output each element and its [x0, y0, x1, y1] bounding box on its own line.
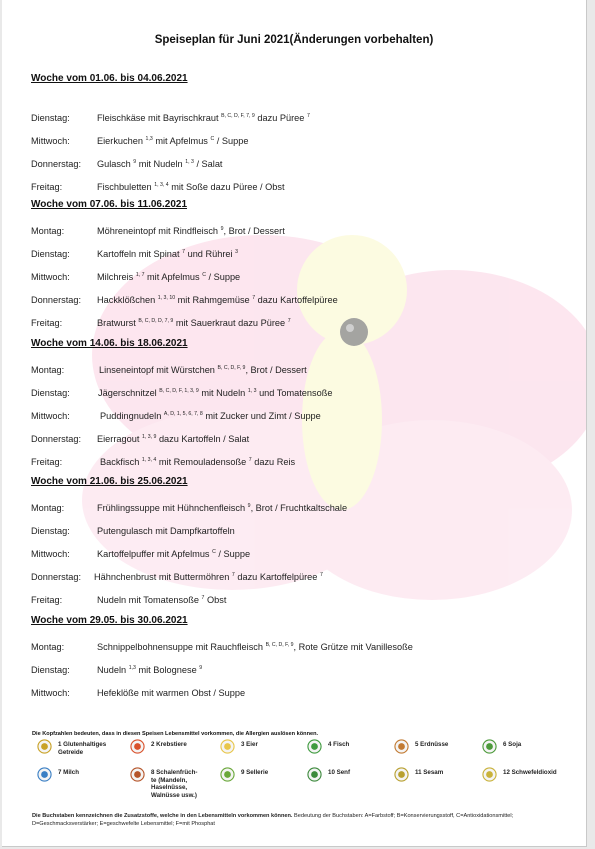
dish-rest: / Suppe	[208, 272, 241, 282]
dish-text	[98, 388, 332, 398]
dish-rest: dazu Kartoffelpüree	[257, 295, 338, 305]
dish-rest: mit Apfelmus	[155, 136, 208, 146]
celery-icon	[220, 767, 235, 782]
week-heading: Woche vom 29.05. bis 30.06.2021	[31, 615, 188, 626]
allergen-codes: 7	[201, 595, 205, 601]
dish-text	[100, 457, 295, 467]
day-label: Donnerstag:	[31, 572, 82, 582]
allergen-codes: 1, 3, 4	[154, 182, 169, 188]
allergen-codes: 1, 3, 10	[157, 295, 176, 301]
dish-rest: mit Bolognese	[138, 665, 197, 675]
dish-rest: mit Apfelmus	[147, 272, 200, 282]
legend-label: 6 Soja	[503, 741, 522, 748]
footer-bold: Die Buchstaben kennzeichnen die Zusatzstoffe, welche in den Lebensmitteln vorkommen können.	[32, 813, 293, 819]
day-label: Dienstag:	[31, 113, 70, 123]
legend-label: 7 Milch	[58, 769, 79, 776]
dish-text	[97, 249, 238, 259]
day-label: Donnerstag:	[31, 295, 82, 305]
dish-text	[97, 688, 245, 698]
allergen-codes: 7	[319, 572, 323, 578]
allergen-codes: 1, 3, 4	[141, 457, 157, 463]
allergen-codes: 1, 3	[247, 388, 257, 394]
dish-rest: und Rührei	[187, 249, 233, 259]
legend-label: 11 Sesam	[415, 769, 444, 776]
legend-label: 5 Erdnüsse	[415, 741, 449, 748]
allergen-codes: 7	[231, 572, 235, 578]
dish-rest: mit Sauerkraut dazu Püree	[175, 318, 286, 328]
day-label: Mittwoch:	[31, 136, 70, 146]
allergen-codes: C	[202, 272, 206, 278]
dish-rest: dazu Kartoffeln / Salat	[158, 434, 250, 444]
dish-name: Hackklößchen	[97, 295, 156, 305]
dish-name: Kartoffelpuffer mit Apfelmus	[97, 549, 210, 559]
legend-label: 8 Schalenfrüch- te (Mandeln, Haselnüsse, Walnüsse usw.)	[151, 769, 198, 799]
dish-rest: mit Nudeln	[201, 388, 246, 398]
legend-label: 3 Eier	[241, 741, 258, 748]
dish-rest: / Suppe	[218, 549, 251, 559]
butterfly-watermark-icon	[32, 170, 587, 640]
dish-text	[97, 136, 248, 146]
day-label: Freitag:	[31, 318, 63, 328]
mustard-icon	[307, 767, 322, 782]
allergen-codes: B, C, D, F, 1, 3, 9	[159, 388, 199, 394]
legend-label: 12 Schwefeldioxid	[503, 769, 557, 776]
dish-rest: dazu Reis	[254, 457, 296, 467]
allergen-codes: 9	[133, 159, 137, 165]
dish-rest: mit Nudeln	[138, 159, 183, 169]
dish-rest: mit Rahmgemüse	[177, 295, 250, 305]
dish-text	[97, 295, 338, 305]
allergen-codes: 1, 3, 9	[141, 434, 157, 440]
footer-text: Bedeutung der Buchstaben: A=Farbstoff; B=Konservierungsstoff, C=Antioxidationsmittel; D=Geschmacksverstärker; E=geschwefelte Lebensmittel; F=mit Phosphat	[32, 813, 514, 827]
legend-label: 4 Fisch	[328, 741, 350, 748]
day-label: Dienstag:	[31, 665, 70, 675]
allergen-codes: 7	[306, 113, 310, 119]
dish-text	[97, 272, 240, 282]
dish-rest: , Brot / Dessert	[245, 365, 307, 375]
dish-name: Frühlingssuppe mit Hühnchenfleisch	[97, 503, 246, 513]
allergen-codes: C	[212, 549, 216, 555]
allergen-codes: 7	[182, 249, 186, 255]
dish-text	[97, 642, 413, 652]
allergen-codes: 9	[199, 665, 203, 671]
week-heading: Woche vom 01.06. bis 04.06.2021	[31, 73, 188, 84]
egg-icon	[220, 739, 235, 754]
dish-text	[97, 434, 249, 444]
day-label: Montag:	[31, 365, 65, 375]
grain-icon	[37, 739, 52, 754]
dish-name: Fleischkäse mit Bayrischkraut	[97, 113, 219, 123]
legend-label: 10 Senf	[328, 769, 351, 776]
dish-text	[97, 595, 226, 605]
dish-rest: mit Remouladensoße	[158, 457, 247, 467]
dish-text	[97, 159, 222, 169]
dish-rest: dazu Püree	[257, 113, 305, 123]
day-label: Dienstag:	[31, 249, 70, 259]
day-label: Montag:	[31, 503, 65, 513]
peanut-icon	[394, 739, 409, 754]
dish-text	[97, 226, 285, 236]
day-label: Dienstag:	[31, 388, 70, 398]
milk-icon	[37, 767, 52, 782]
dish-name: Putengulasch mit Dampfkartoffeln	[97, 526, 235, 536]
dish-name: Möhreneintopf mit Rindfleisch	[97, 226, 219, 236]
day-label: Donnerstag:	[31, 159, 82, 169]
dish-rest: , Brot / Fruchtkaltschale	[250, 503, 348, 513]
soy-icon	[482, 739, 497, 754]
allergen-codes: 7	[287, 318, 291, 324]
day-label: Mittwoch:	[31, 411, 70, 421]
allergen-codes: B, C, D, F, 9	[217, 365, 246, 371]
day-label: Freitag:	[31, 182, 63, 192]
allergen-codes: 1,3	[128, 665, 136, 671]
dish-rest: mit Zucker und Zimt / Suppe	[205, 411, 321, 421]
allergen-codes: 7	[248, 457, 252, 463]
legend-label: 1 Glutenhaltiges Getreide	[58, 741, 107, 756]
dish-name: Gulasch	[97, 159, 131, 169]
dish-rest: , Rote Grütze mit Vanillesoße	[293, 642, 413, 652]
dish-name: Hefeklöße mit warmen Obst / Suppe	[97, 688, 246, 698]
week-heading: Woche vom 07.06. bis 11.06.2021	[31, 199, 188, 210]
nut-icon	[130, 767, 145, 782]
sulfite-icon	[482, 767, 497, 782]
dish-name: Milchreis	[97, 272, 134, 282]
allergen-codes: B, C, D, F, 9	[265, 642, 294, 648]
dish-text	[100, 411, 321, 421]
day-label: Mittwoch:	[31, 688, 70, 698]
allergen-codes: 7	[252, 295, 256, 301]
allergen-codes: A, D, 1, 5, 6, 7, 8	[163, 411, 203, 417]
footer-note	[32, 812, 572, 828]
day-label: Freitag:	[31, 595, 63, 605]
day-label: Montag:	[31, 226, 65, 236]
dish-text	[97, 549, 250, 559]
dish-rest: mit Soße dazu Püree / Obst	[171, 182, 285, 192]
dish-text	[97, 182, 285, 192]
dish-rest: Obst	[206, 595, 227, 605]
dish-name: Schnippelbohnensuppe mit Rauchfleisch	[97, 642, 263, 652]
legend-note: Die Kopfzahlen bedeuten, dass in diesen Speisen Lebensmittel vorkommen, die Allergien auslösen können.	[32, 731, 319, 737]
day-label: Mittwoch:	[31, 549, 70, 559]
allergen-codes: B, C, D, D, 7, 9	[138, 318, 174, 324]
dish-rest: / Salat	[196, 159, 223, 169]
dish-name: Bratwurst	[97, 318, 136, 328]
dish-name: Kartoffeln mit Spinat	[97, 249, 180, 259]
dish-name: Hähnchenbrust mit Buttermöhren	[94, 572, 230, 582]
legend-label: 2 Krebstiere	[151, 741, 187, 748]
day-label: Mittwoch:	[31, 272, 70, 282]
dish-name: Linseneintopf mit Würstchen	[99, 365, 215, 375]
week-heading: Woche vom 14.06. bis 18.06.2021	[31, 338, 188, 349]
dish-name: Nudeln mit Tomatensoße	[97, 595, 199, 605]
dish-text	[97, 665, 202, 675]
allergen-codes: 9	[220, 226, 224, 232]
dish-name: Backfisch	[100, 457, 140, 467]
dish-text	[94, 572, 323, 582]
allergen-codes: 3	[235, 249, 238, 255]
fish-icon	[307, 739, 322, 754]
day-label: Donnerstag:	[31, 434, 82, 444]
dish-text	[97, 113, 310, 123]
week-heading: Woche vom 21.06. bis 25.06.2021	[31, 476, 188, 487]
legend-label: 9 Sellerie	[241, 769, 269, 776]
allergen-codes: 1, 7	[135, 272, 145, 278]
dish-name: Jägerschnitzel	[98, 388, 157, 398]
allergen-codes: 1, 3	[185, 159, 194, 165]
allergen-codes: 9	[247, 503, 251, 509]
dish-text	[97, 318, 291, 328]
day-label: Montag:	[31, 642, 65, 652]
dish-name: Puddingnudeln	[100, 411, 162, 421]
dish-name: Eierkuchen	[97, 136, 143, 146]
dish-text	[97, 503, 347, 513]
dish-rest: / Suppe	[216, 136, 249, 146]
dish-name: Fischbuletten	[97, 182, 152, 192]
allergen-codes: C	[210, 136, 215, 142]
sesame-icon	[394, 767, 409, 782]
day-label: Dienstag:	[31, 526, 70, 536]
allergen-codes: B, C, D, F, 7, 9	[221, 113, 255, 119]
dish-rest: , Brot / Dessert	[223, 226, 285, 236]
dish-rest: und Tomatensoße	[259, 388, 333, 398]
dish-rest: dazu Kartoffelpüree	[237, 572, 318, 582]
dish-text	[97, 526, 235, 536]
menu-page	[2, 0, 587, 847]
day-label: Freitag:	[31, 457, 63, 467]
allergen-codes: 1,3	[145, 136, 153, 142]
dish-name: Nudeln	[97, 665, 127, 675]
page-title: Speiseplan für Juni 2021(Änderungen vorbehalten)	[154, 34, 434, 46]
crab-icon	[130, 739, 145, 754]
dish-text	[99, 365, 307, 375]
dish-name: Eierragout	[97, 434, 140, 444]
